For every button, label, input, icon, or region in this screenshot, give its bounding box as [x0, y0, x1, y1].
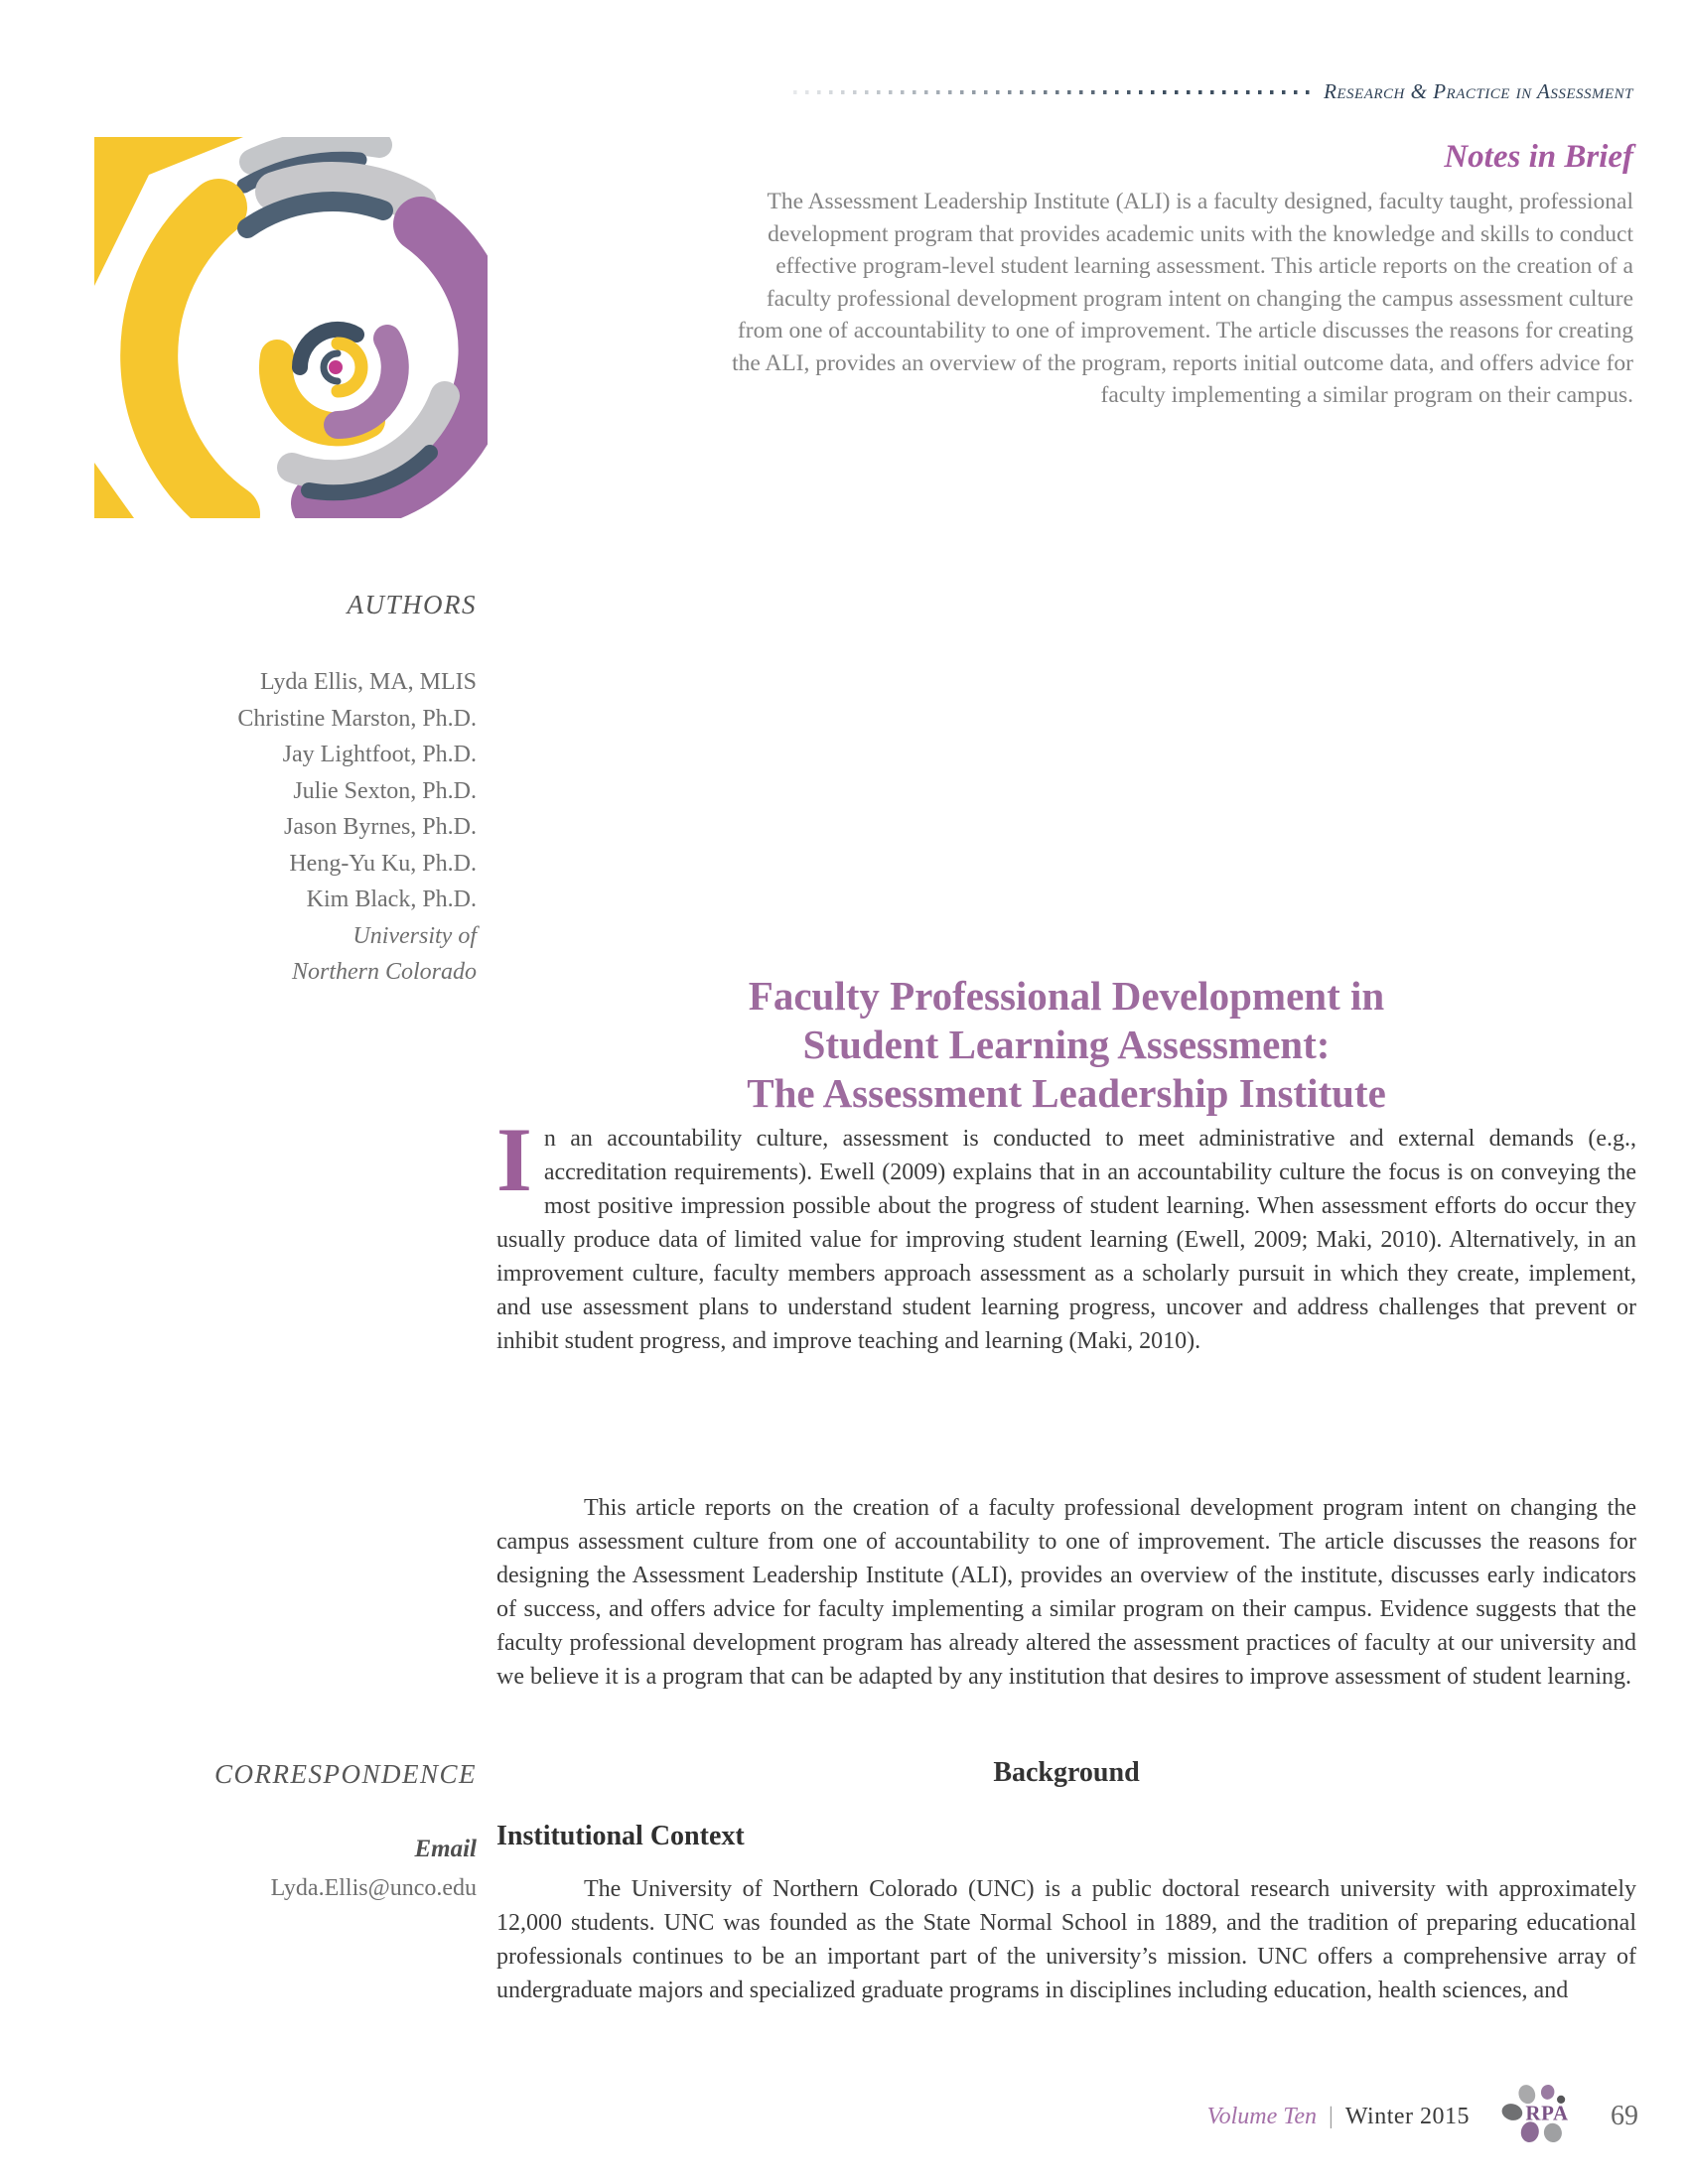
author-name: Christine Marston, Ph.D.	[237, 705, 477, 732]
footer-separator: |	[1329, 2103, 1334, 2129]
second-paragraph: This article reports on the creation of a faculty professional development program intent on changing the campus assessment culture from one of accountability to one of improvement. The article discusses the reasons for designing the Assessment Leadership Institute (ALI), provides an overview of the institute, discusses early indicators of success, and offers advice for faculty implementing a similar program on their campus. Evidence suggests that the faculty professional development program has already altered the assessment practices of faculty at our university and we believe it is a program that can be adapted by any institution that desires to improve assessment of student learning.	[496, 1495, 1636, 1690]
author-affiliation	[60, 918, 477, 991]
article-title-line: The Assessment Leadership Institute	[747, 1070, 1386, 1117]
correspondence-sidebar	[60, 1759, 477, 1902]
institutional-context-heading: Institutional Context	[496, 1821, 745, 1851]
page-footer	[1207, 2075, 1638, 2158]
volume-label: Volume Ten	[1206, 2103, 1318, 2129]
issue-label: Winter 2015	[1344, 2103, 1470, 2129]
authors-heading: AUTHORS	[347, 590, 477, 619]
author-list	[60, 664, 477, 918]
journal-masthead	[793, 79, 1633, 104]
rpa-logo	[1497, 2075, 1579, 2158]
notes-in-brief-heading: Notes in Brief	[1444, 139, 1633, 175]
intro-paragraph-text: n an accountability culture, assessment is conducted to meet administrative and external demands (e.g., accreditation requirements). Ewell (2009) explains that in an accountability culture the focus is on conveying the most positive impression possible about the progress of student learning. When assessment efforts do occur they usually produce data of limited value for improving student learning (Ewell, 2009; Maki, 2010). Alternatively, in an improvement culture, faculty members approach assessment as a scholarly pursuit in which they create, implement, and use assessment plans to understand student learning progress, uncover and address challenges that prevent or inhibit student progress, and improve teaching and learning (Maki, 2010).	[496, 1126, 1636, 1354]
rpa-logo-text: RPA	[1525, 2101, 1569, 2125]
author-name: Lyda Ellis, MA, MLIS	[259, 669, 477, 695]
authors-sidebar	[60, 590, 477, 991]
journal-name: Research & Practice in Assessment	[1324, 79, 1633, 103]
article-title-line: Student Learning Assessment:	[802, 1022, 1331, 1068]
swirl-artwork-image	[94, 137, 488, 518]
affiliation-line: University of	[352, 922, 477, 949]
institutional-context-paragraph: The University of Northern Colorado (UNC) is a public doctoral research university with approximately 12,000 students. UNC was founded as the State Normal School in 1889, and the tradition of preparing educational professionals continues to be an important part of the university’s mission. UNC offers a comprehensive array of undergraduate majors and specialized graduate programs in disciplines including education, health sciences, and	[496, 1876, 1636, 2003]
author-name: Julie Sexton, Ph.D.	[293, 777, 477, 804]
page-number: 69	[1611, 2101, 1638, 2131]
drop-cap: I	[496, 1109, 532, 1210]
intro-paragraph	[496, 1109, 1636, 1358]
article-title	[496, 972, 1636, 1118]
author-name: Kim Black, Ph.D.	[306, 887, 477, 912]
author-name: Jason Byrnes, Ph.D.	[283, 814, 477, 840]
email-label: Email	[414, 1836, 477, 1862]
correspondence-heading: CORRESPONDENCE	[214, 1759, 477, 1789]
dotted-line-decoration	[793, 90, 1310, 94]
affiliation-line: Northern Colorado	[291, 959, 477, 985]
background-heading: Background	[993, 1757, 1140, 1788]
author-name: Jay Lightfoot, Ph.D.	[282, 742, 477, 767]
abstract-text: The Assessment Leadership Institute (ALI) is a faculty designed, faculty taught, professional development program that provides academic units with the knowledge and skills to conduct effective program-level student learning assessment. This article reports on the creation of a faculty professional development program intent on changing the campus assessment culture from one of accountability to one of improvement. The article discusses the reasons for creating the ALI, provides an overview of the program, reports initial outcome data, and offers advice for faculty implementing a similar program on their campus.	[732, 189, 1633, 408]
email-address: Lyda.Ellis@unco.edu	[270, 1875, 477, 1901]
notes-in-brief-section	[720, 139, 1633, 412]
author-name: Heng-Yu Ku, Ph.D.	[289, 850, 477, 877]
article-title-line: Faculty Professional Development in	[748, 973, 1385, 1020]
